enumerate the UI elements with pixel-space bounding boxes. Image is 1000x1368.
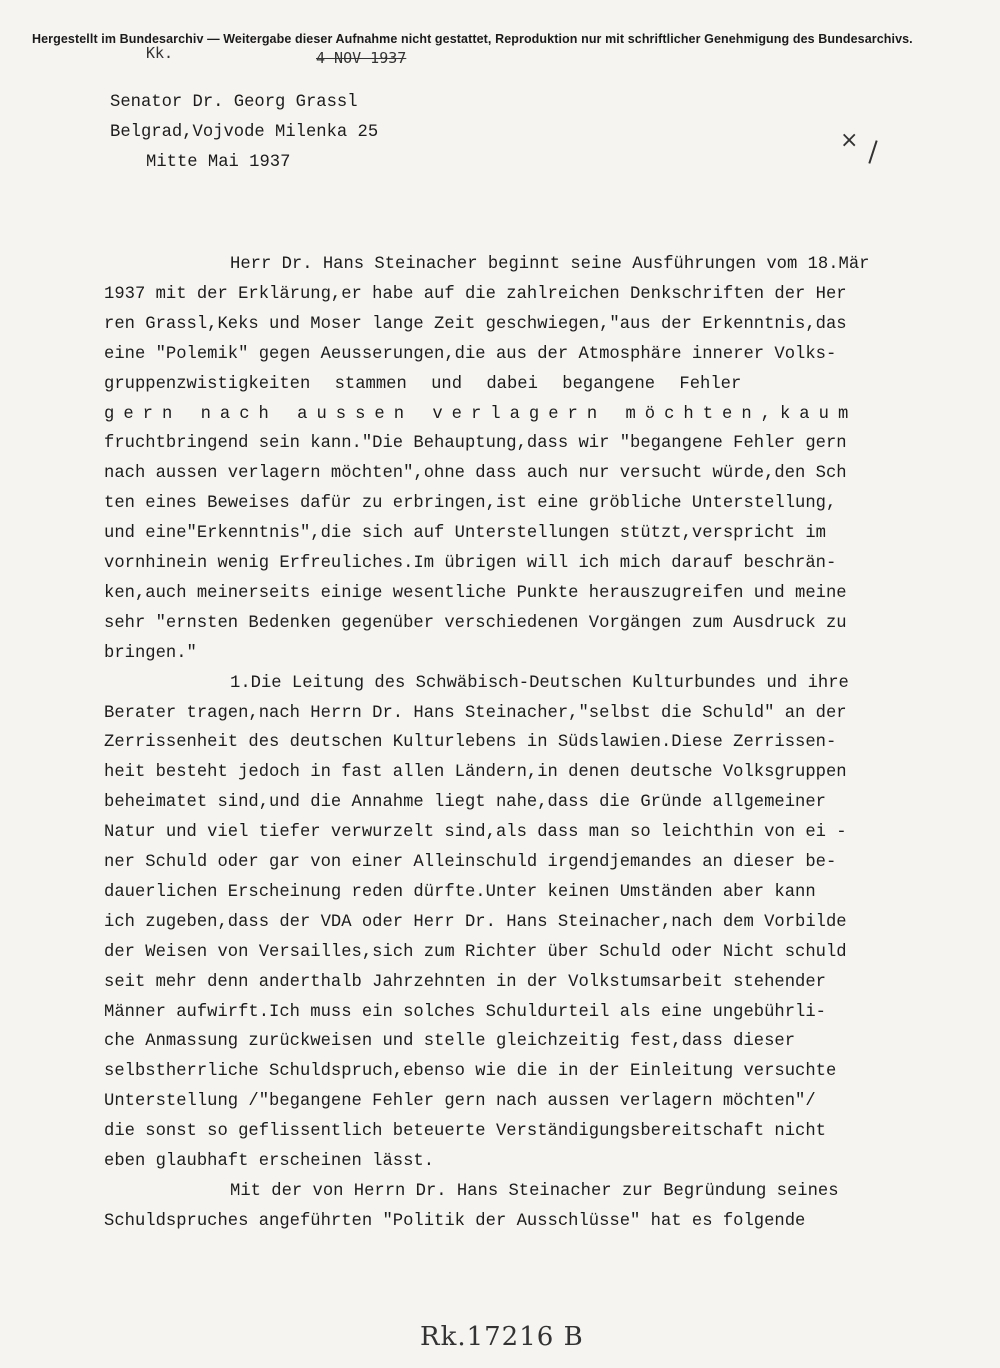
text-line: dauerlichen Erscheinung reden dürfte.Unter keinen Umständen aber kann (104, 882, 816, 902)
text-line: Mit der von Herrn Dr. Hans Steinacher zur Begründung seines (230, 1181, 839, 1201)
handwritten-check-mark: × (840, 128, 859, 153)
text-line: Unterstellung /"begangene Fehler gern nach aussen verlagern möchten"/ (104, 1092, 816, 1112)
text-line: 1.Die Leitung des Schwäbisch-Deutschen Kulturbundes und ihre (230, 673, 849, 693)
handwritten-slash-mark (868, 140, 877, 163)
text-line: der Weisen von Versailles,sich zum Richter über Schuld oder Nicht schuld (104, 942, 847, 962)
text-line: und eine"Erkenntnis",die sich auf Unterstellungen stützt,verspricht im (104, 524, 826, 544)
sender-name: Senator Dr. Georg Grassl (110, 93, 358, 112)
received-date-stamp: 4 NOV 1937 (316, 49, 407, 67)
archive-stamp: Hergestellt im Bundesarchiv — Weitergabe dieser Aufnahme nicht gestattet, Reproduktion nur mit schriftlicher Genehmigung des Bundesarchivs. (32, 32, 913, 46)
text-line: seit mehr denn anderthalb Jahrzehnten in der Volkstumsarbeit stehender (104, 972, 826, 992)
text-line: gern nach aussen verlagern möchten,kaum (104, 404, 858, 424)
text-line: ren Grassl,Keks und Moser lange Zeit geschwiegen,"aus der Erkenntnis,das (104, 314, 847, 334)
sender-date: Mitte Mai 1937 (146, 153, 291, 172)
sender-block (110, 88, 378, 178)
text-line: vornhinein wenig Erfreuliches.Im übrigen will ich mich darauf beschrän- (104, 554, 837, 573)
text-line: eine "Polemik" gegen Aeusserungen,die aus der Atmosphäre innerer Volks- (104, 344, 837, 364)
text-line: fruchtbringend sein kann."Die Behauptung,dass wir "begangene Fehler gern (104, 434, 847, 454)
text-line: Männer aufwirft.Ich muss ein solches Schuldurteil als eine ungebührli- (104, 1002, 826, 1022)
text-line: gruppenzwistigkeiten stammen und dabei begangene Fehler (104, 374, 742, 394)
text-line: ner Schuld oder gar von einer Alleinschuld irgendjemandes an dieser be- (104, 853, 837, 872)
text-line: Schuldspruches angeführten "Politik der Ausschlüsse" hat es folgende (104, 1211, 806, 1231)
text-line: heit besteht jedoch in fast allen Ländern,in denen deutsche Volksgruppen (104, 763, 847, 783)
text-line: bringen." (104, 643, 197, 663)
text-line: Natur und viel tiefer verwurzelt sind,als dass man so leichthin von ei - (104, 823, 847, 843)
text-line: selbstherrliche Schuldspruch,ebenso wie die in der Einleitung versuchte (104, 1062, 837, 1082)
text-line: die sonst so geflissentlich beteuerte Verständigungsbereitschaft nicht (104, 1122, 826, 1142)
text-line: Zerrissenheit des deutschen Kulturlebens in Südslawien.Diese Zerrissen- (104, 733, 837, 753)
text-line: ten eines Beweises dafür zu erbringen,ist eine gröbliche Unterstellung, (104, 494, 837, 514)
text-line: beheimatet sind,und die Annahme liegt nahe,dass die Gründe allgemeiner (104, 793, 826, 813)
text-line: Herr Dr. Hans Steinacher beginnt seine Ausführungen vom 18.Mär (230, 255, 870, 274)
text-line: eben glaubhaft erscheinen lässt. (104, 1152, 435, 1171)
archive-reference-number: Rk.17216 B (420, 1322, 584, 1352)
text-line: 1937 mit der Erklärung,er habe auf die zahlreichen Denkschriften der Her (104, 284, 847, 304)
sender-address: Belgrad,Vojvode Milenka 25 (110, 123, 379, 142)
text-line: ken,auch meinerseits einige wesentliche Punkte herauszugreifen und meine (104, 583, 847, 603)
reference-top: Kk. (146, 44, 174, 62)
text-line: ich zugeben,dass der VDA oder Herr Dr. Hans Steinacher,nach dem Vorbilde (104, 912, 847, 932)
text-line: Berater tragen,nach Herrn Dr. Hans Steinacher,"selbst die Schuld" an der (104, 703, 847, 723)
text-line: nach aussen verlagern möchten",ohne dass auch nur versucht würde,den Sch (104, 464, 847, 484)
text-line: che Anmassung zurückweisen und stelle gleichzeitig fest,dass dieser (104, 1032, 796, 1052)
text-line: sehr "ernsten Bedenken gegenüber verschiedenen Vorgängen zum Ausdruck zu (104, 613, 847, 633)
